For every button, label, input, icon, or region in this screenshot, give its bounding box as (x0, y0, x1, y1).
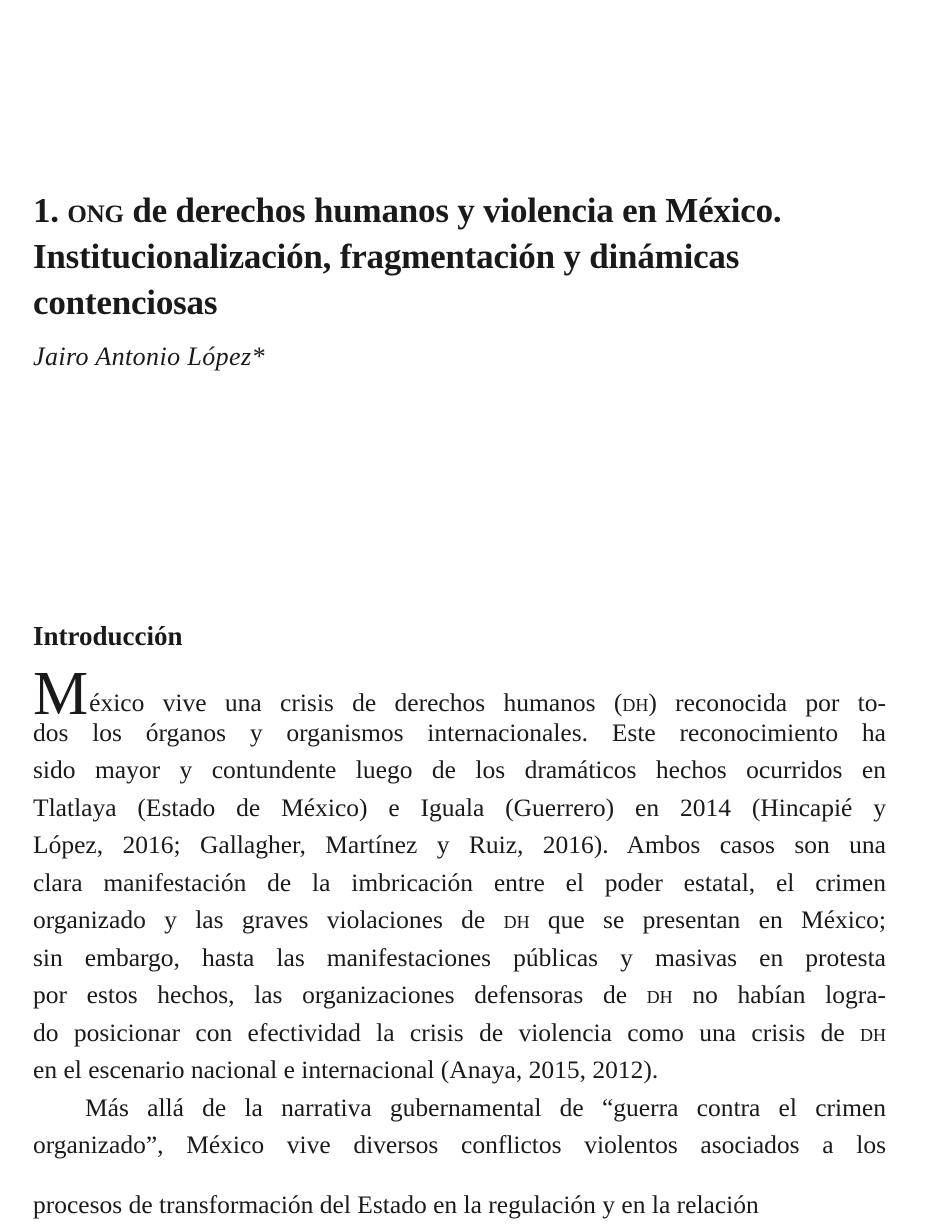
drop-cap: M (33, 660, 89, 728)
chapter-title-line-2: Institucionalización, fragmentación y dinámicas (33, 237, 740, 276)
text-segment: no habían logra- (672, 980, 886, 1009)
text-line: sido mayor y contundente luego de los dramáticos hechos ocurridos en (33, 755, 886, 784)
text-line (33, 1014, 886, 1052)
chapter-title-text-1: de derechos humanos y violencia en México. (123, 191, 782, 230)
text-segment: que se presentan en México; (529, 905, 886, 934)
abbreviation: dh (503, 905, 530, 934)
text-segment: do posicionar con efectividad la crisis de violencia como una crisis de (33, 1017, 860, 1047)
text-line (33, 660, 886, 728)
abbreviation: dh (622, 688, 649, 717)
text-segment: ) reconocida por to- (648, 688, 886, 717)
abbreviation: dh (646, 980, 673, 1009)
text-line: sin embargo, hasta las manifestaciones públicas y masivas en protesta (33, 942, 886, 972)
text-line: Tlatlaya (Estado de México) e Iguala (Guerrero) en 2014 (Hincapié y (33, 792, 886, 822)
text-segment: organizado y las graves violaciones de (33, 905, 504, 934)
text-line (33, 901, 886, 939)
abbreviation: dh (860, 1017, 886, 1047)
text-segment: éxico vive una crisis de derechos humanos ( (89, 688, 623, 717)
chapter-title-abbreviation: ong (67, 191, 124, 230)
chapter-title (33, 188, 893, 326)
cut-off-text-line: procesos de transformación del Estado en la regulación y en la relación (33, 1190, 759, 1219)
text-segment: por estos hechos, las organizaciones defensoras de (33, 980, 647, 1009)
section-heading: Introducción (33, 621, 183, 651)
text-line: en el escenario nacional e internacional (Anaya, 2015, 2012). (33, 1055, 659, 1084)
body-text (33, 660, 886, 1164)
text-line: dos los órganos y organismos internacionales. Este reconocimiento ha (33, 717, 886, 747)
chapter-title-line-1 (33, 188, 893, 234)
chapter-title-line-3: contenciosas (33, 283, 218, 322)
chapter-number: 1. (33, 191, 59, 230)
text-line: clara manifestación de la imbricación entre el poder estatal, el crimen (33, 867, 886, 897)
text-line: organizado”, México vive diversos conflictos violentos asociados a los (33, 1130, 886, 1159)
author-name: Jairo Antonio López* (33, 342, 265, 371)
text-line (33, 976, 886, 1014)
text-line: López, 2016; Gallagher, Martínez y Ruiz, 2016). Ambos casos son una (33, 830, 886, 859)
text-line: Más allá de la narrativa gubernamental de “guerra contra el crimen (85, 1092, 886, 1122)
